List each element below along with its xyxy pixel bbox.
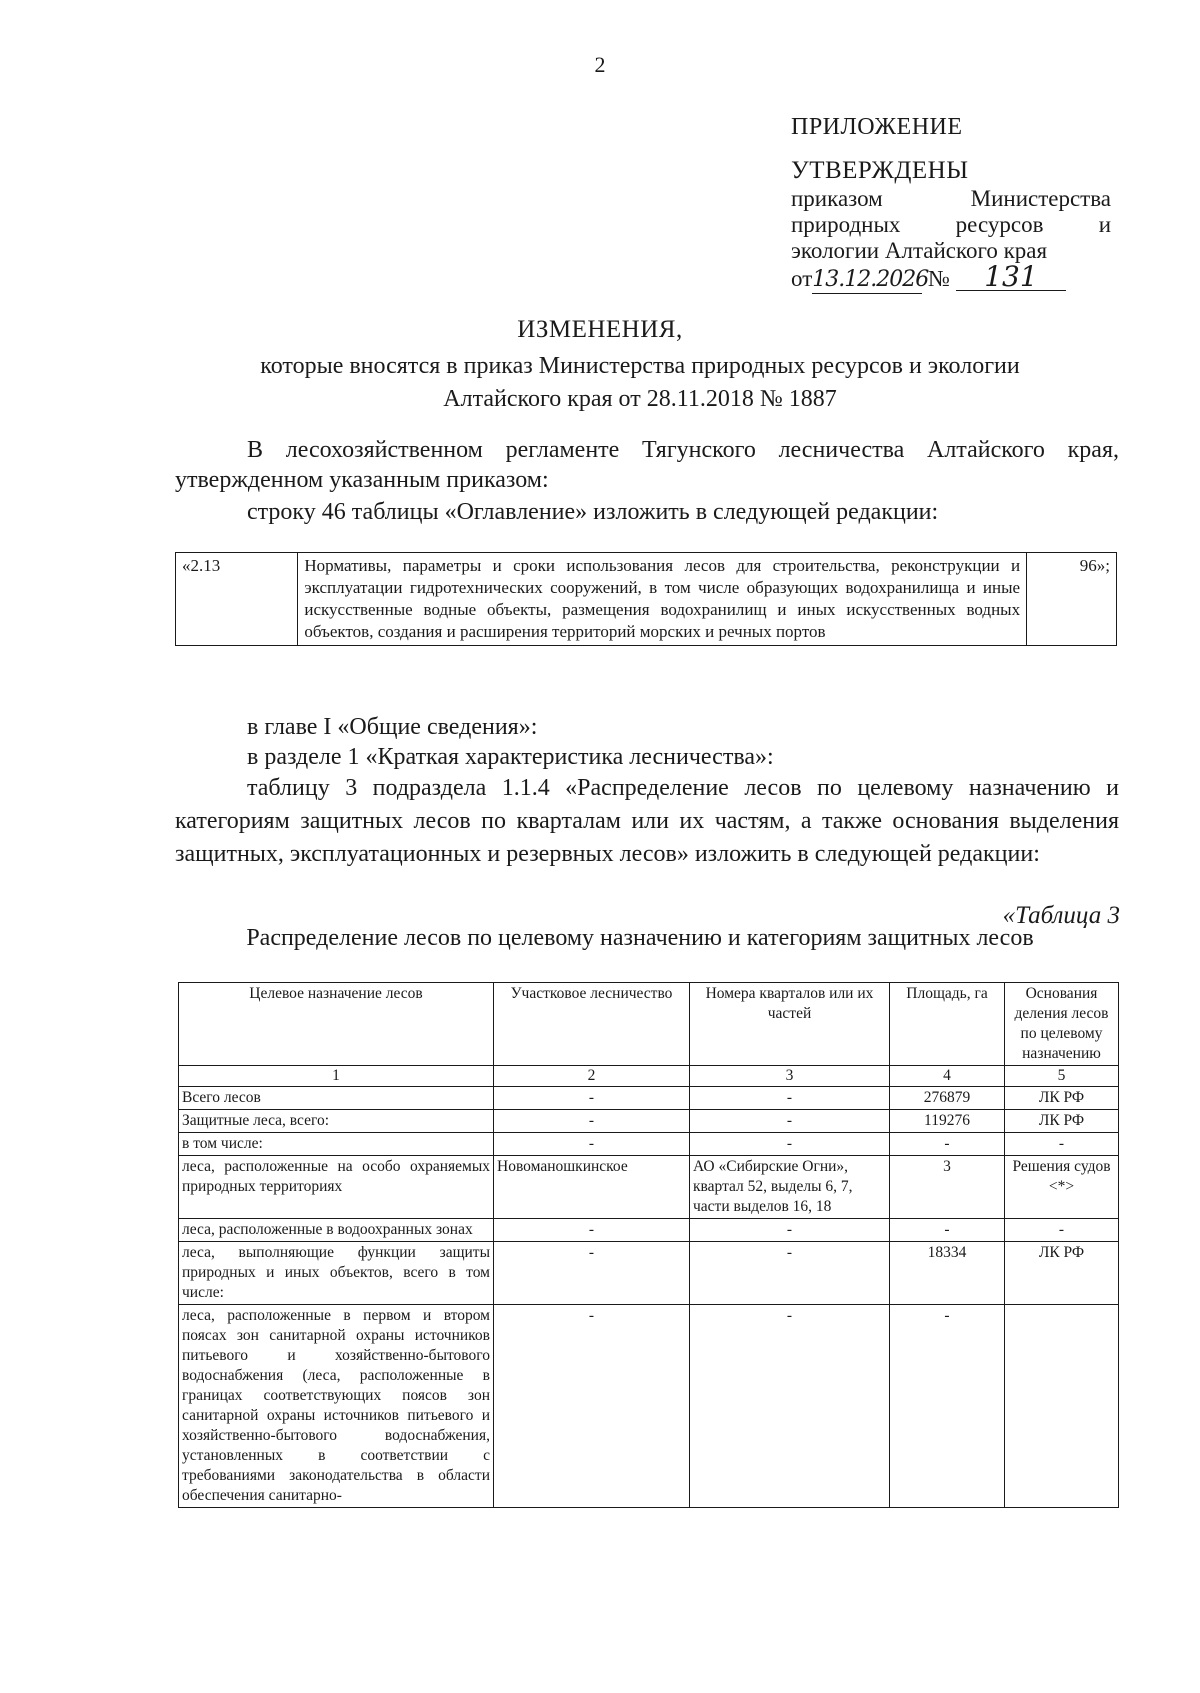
table-cell: - bbox=[1005, 1219, 1119, 1242]
column-header: Площадь, га bbox=[890, 983, 1005, 1066]
table-caption: Распределение лесов по целевому назначению и категориям защитных лесов bbox=[246, 925, 1034, 951]
table-cell: 276879 bbox=[890, 1087, 1005, 1110]
table3-instruction: таблицу 3 подраздела 1.1.4 «Распределение лесов по целевому назначению и категориям защитных лесов по кварталам или их частям, а также основания выделения защитных, эксплуатационных и резервных лесов» изложить в следующей редакции: bbox=[175, 775, 1119, 867]
column-number: 5 bbox=[1005, 1066, 1119, 1087]
table-cell: - bbox=[1005, 1133, 1119, 1156]
table-cell: 18334 bbox=[890, 1242, 1005, 1305]
approval-line: экологии Алтайского края bbox=[791, 238, 1048, 263]
table-cell: леса, расположенные на особо охраняемых природных территориях bbox=[179, 1156, 494, 1219]
table-row bbox=[179, 1110, 1119, 1133]
table-cell: леса, выполняющие функции защиты природных и иных объектов, всего в том числе: bbox=[179, 1242, 494, 1305]
table-cell: - bbox=[890, 1305, 1005, 1508]
table-cell: ЛК РФ bbox=[1005, 1242, 1119, 1305]
column-number: 4 bbox=[890, 1066, 1005, 1087]
column-number: 3 bbox=[690, 1066, 890, 1087]
column-number-row bbox=[179, 1066, 1119, 1087]
table-cell: - bbox=[494, 1242, 690, 1305]
approval-block bbox=[791, 158, 1111, 294]
document-title: ИЗМЕНЕНИЯ, bbox=[517, 316, 683, 343]
table-row bbox=[179, 1305, 1119, 1508]
toc-row-table bbox=[175, 552, 1117, 646]
table-label: «Таблица 3 bbox=[1002, 902, 1120, 929]
table-row bbox=[176, 553, 1117, 646]
column-number: 2 bbox=[494, 1066, 690, 1087]
table-cell: - bbox=[690, 1242, 890, 1305]
table-cell: Новоманошкинское bbox=[494, 1156, 690, 1219]
table-cell: 119276 bbox=[890, 1110, 1005, 1133]
table-cell: ЛК РФ bbox=[1005, 1087, 1119, 1110]
table-cell: Всего лесов bbox=[179, 1087, 494, 1110]
section-instruction: в разделе 1 «Краткая характеристика лесничества»: bbox=[247, 744, 774, 770]
table-cell bbox=[1005, 1305, 1119, 1508]
toc-page-cell: 96»; bbox=[1027, 553, 1117, 646]
table-cell: леса, расположенные в первом и втором поясах зон санитарной охраны источников питьевого и хозяйственно-бытового водоснабжения (леса, расположенные в границах соответствующих поясов зон санитарной охраны источников питьевого и хозяйственно-бытового водоснабжения, установленных в соответствии с требованиями законодательства в области обеспечения санитарно- bbox=[179, 1305, 494, 1508]
table-cell: - bbox=[494, 1305, 690, 1508]
approval-line: природных ресурсов и bbox=[791, 212, 1111, 237]
table-cell: леса, расположенные в водоохранных зонах bbox=[179, 1219, 494, 1242]
table-cell: 3 bbox=[890, 1156, 1005, 1219]
table-cell: - bbox=[690, 1110, 890, 1133]
forest-distribution-table bbox=[178, 982, 1119, 1508]
table-row bbox=[179, 1156, 1119, 1219]
handwritten-date: 13.12.2026 bbox=[812, 267, 929, 292]
table-row bbox=[179, 1087, 1119, 1110]
date-prefix: от bbox=[791, 266, 813, 291]
table-cell: - bbox=[494, 1087, 690, 1110]
document-subtitle: которые вносятся в приказ Министерства природных ресурсов и экологии Алтайского края от 28.11.2018 № 1887 bbox=[260, 353, 1020, 412]
toc-section-cell: «2.13 bbox=[176, 553, 298, 646]
table-cell: - bbox=[690, 1305, 890, 1508]
column-header: Основания деления лесов по целевому назначению bbox=[1005, 983, 1119, 1066]
table-header-row bbox=[179, 983, 1119, 1066]
table-cell: в том числе: bbox=[179, 1133, 494, 1156]
handwritten-number: 131 bbox=[956, 264, 1066, 291]
line46-instruction: строку 46 таблицы «Оглавление» изложить в следующей редакции: bbox=[247, 499, 939, 525]
toc-text-cell: Нормативы, параметры и сроки использования лесов для строительства, реконструкции и эксплуатации гидротехнических сооружений, в том числе образующих водохранилища и иные искусственные водные объекты, размещения водохранилищ и иных искусственных водных объектов, создания и расширения территорий морских и речных портов bbox=[298, 553, 1027, 646]
table-cell: - bbox=[494, 1133, 690, 1156]
table-cell: - bbox=[890, 1219, 1005, 1242]
table-cell: - bbox=[494, 1219, 690, 1242]
number-prefix: № bbox=[928, 266, 950, 291]
table-cell: - bbox=[494, 1110, 690, 1133]
column-number: 1 bbox=[179, 1066, 494, 1087]
table-cell: - bbox=[690, 1219, 890, 1242]
table-cell: - bbox=[690, 1087, 890, 1110]
table-cell: АО «Сибирские Огни», квартал 52, выделы 6, 7, части выделов 16, 18 bbox=[690, 1156, 890, 1219]
table-row bbox=[179, 1133, 1119, 1156]
table-row bbox=[179, 1219, 1119, 1242]
column-header: Целевое назначение лесов bbox=[179, 983, 494, 1066]
table-cell: - bbox=[690, 1133, 890, 1156]
column-header: Участковое лесничество bbox=[494, 983, 690, 1066]
appendix-label: ПРИЛОЖЕНИЕ bbox=[791, 114, 963, 140]
intro-paragraph: В лесохозяйственном регламенте Тягунского лесничества Алтайского края, утвержденном указанным приказом: bbox=[175, 437, 1119, 493]
column-header: Номера кварталов или их частей bbox=[690, 983, 890, 1066]
table-cell: Защитные леса, всего: bbox=[179, 1110, 494, 1133]
page-number: 2 bbox=[594, 52, 606, 77]
signature-line bbox=[791, 260, 1111, 294]
chapter-instruction: в главе I «Общие сведения»: bbox=[247, 714, 538, 740]
table-cell: ЛК РФ bbox=[1005, 1110, 1119, 1133]
approved-title: УТВЕРЖДЕНЫ bbox=[791, 157, 969, 184]
approval-line: приказом Министерства bbox=[791, 186, 1111, 211]
table-cell: Решения судов <*> bbox=[1005, 1156, 1119, 1219]
table-cell: - bbox=[890, 1133, 1005, 1156]
table-row bbox=[179, 1242, 1119, 1305]
